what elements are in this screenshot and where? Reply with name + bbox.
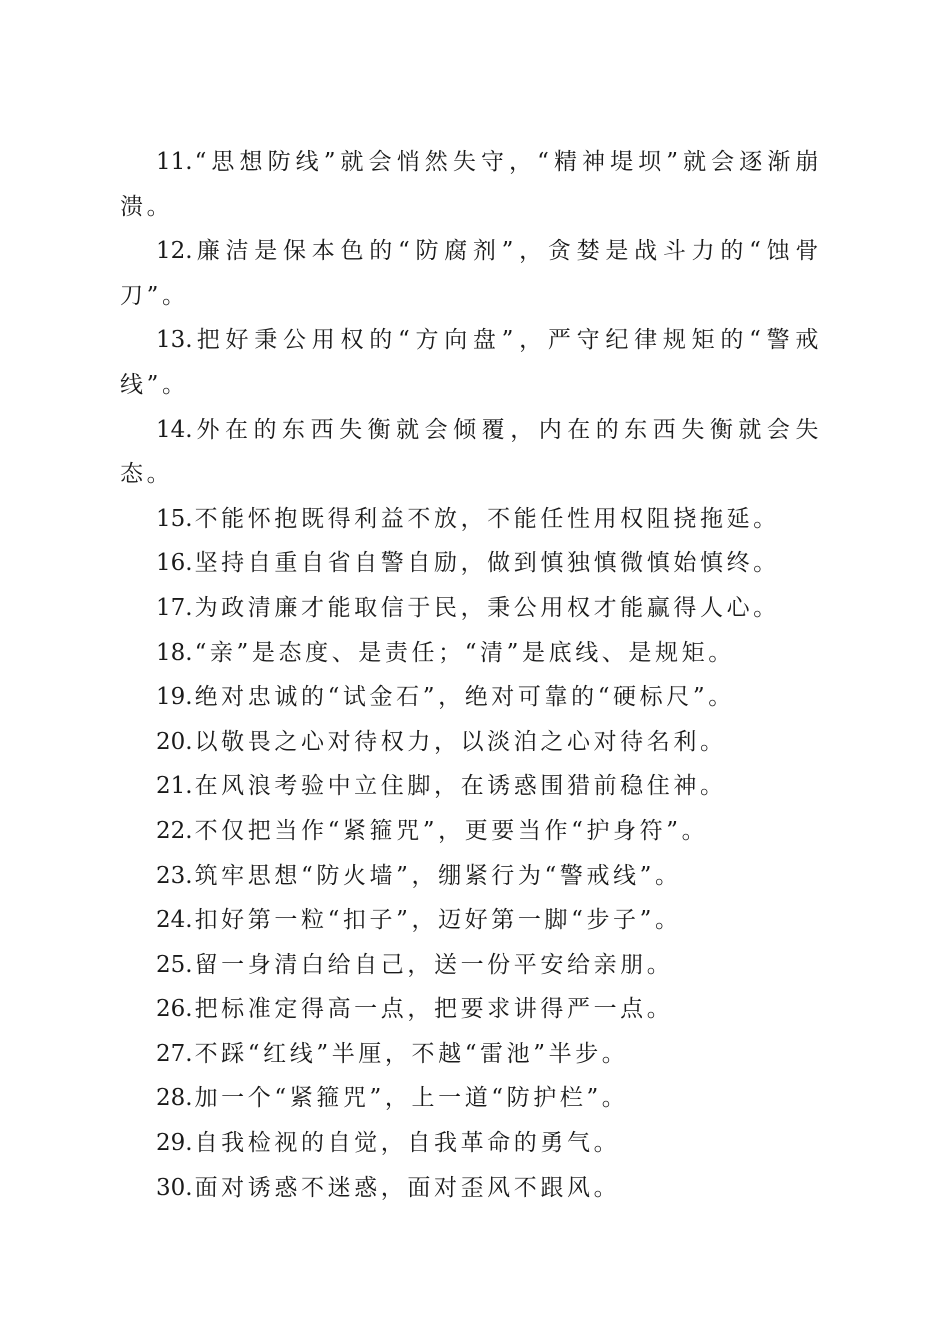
list-item <box>120 318 822 407</box>
item-text: 把标准定得高一点，把要求讲得严一点。 <box>194 996 674 1023</box>
list-item <box>120 1121 822 1166</box>
item-number: 13. <box>156 327 193 354</box>
item-text: 坚持自重自省自警自励，做到慎独慎微慎始慎终。 <box>194 550 780 577</box>
list-item <box>120 586 822 631</box>
item-text: 为政清廉才能取信于民，秉公用权才能赢得人心。 <box>194 594 780 621</box>
item-number: 29. <box>156 1130 193 1157</box>
list-item <box>120 898 822 943</box>
item-text: 廉洁是保本色的“防腐剂”，贪婪是战斗力的“蚀骨刀”。 <box>120 238 822 309</box>
item-text: 留一身清白给自己，送一份平安给亲朋。 <box>194 951 674 978</box>
list-item <box>120 809 822 854</box>
item-number: 27. <box>156 1040 193 1067</box>
item-text: 筑牢思想“防火墙”，绷紧行为“警戒线”。 <box>194 862 682 889</box>
item-text: 面对诱惑不迷惑，面对歪风不跟风。 <box>194 1174 621 1201</box>
item-text: “思想防线”就会悄然失守，“精神堤坝”就会逐渐崩溃。 <box>120 149 822 220</box>
item-number: 25. <box>156 951 193 978</box>
list-item <box>120 943 822 988</box>
list-item <box>120 541 822 586</box>
item-text: 把好秉公用权的“方向盘”，严守纪律规矩的“警戒线”。 <box>120 327 822 398</box>
item-number: 12. <box>156 238 193 265</box>
list-item <box>120 764 822 809</box>
list-item <box>120 408 822 497</box>
list-item <box>120 229 822 318</box>
list-item <box>120 987 822 1032</box>
list-item <box>120 140 822 229</box>
list-item <box>120 1032 822 1077</box>
item-number: 30. <box>156 1174 193 1201</box>
item-number: 17. <box>156 594 193 621</box>
item-number: 19. <box>156 684 193 711</box>
list-item <box>120 631 822 676</box>
item-number: 20. <box>156 728 193 755</box>
item-number: 18. <box>156 639 193 666</box>
item-number: 15. <box>156 505 193 532</box>
list-item <box>120 854 822 899</box>
item-number: 23. <box>156 862 193 889</box>
list-item <box>120 1166 822 1211</box>
list-item <box>120 1076 822 1121</box>
item-number: 28. <box>156 1085 193 1112</box>
item-text: 不踩“红线”半厘，不越“雷池”半步。 <box>194 1040 629 1067</box>
item-text: 以敬畏之心对待权力，以淡泊之心对待名利。 <box>194 728 727 755</box>
item-text: 自我检视的自觉，自我革命的勇气。 <box>194 1130 621 1157</box>
item-text: 不能怀抱既得利益不放，不能任性用权阻挠拖延。 <box>194 505 780 532</box>
list-item <box>120 720 822 765</box>
item-number: 24. <box>156 907 193 934</box>
item-number: 21. <box>156 773 193 800</box>
list-item <box>120 675 822 720</box>
item-text: 扣好第一粒“扣子”，迈好第一脚“步子”。 <box>194 907 682 934</box>
item-text: 绝对忠诚的“试金石”，绝对可靠的“硬标尺”。 <box>194 684 735 711</box>
item-number: 22. <box>156 817 193 844</box>
item-number: 11. <box>156 149 193 175</box>
item-text: 加一个“紧箍咒”，上一道“防护栏”。 <box>194 1085 629 1112</box>
item-number: 26. <box>156 996 193 1023</box>
item-number: 16. <box>156 550 193 577</box>
item-number: 14. <box>156 416 193 443</box>
item-text: 外在的东西失衡就会倾覆，内在的东西失衡就会失态。 <box>120 416 822 488</box>
item-text: 不仅把当作“紧箍咒”，更要当作“护身符”。 <box>194 817 709 844</box>
item-text: 在风浪考验中立住脚，在诱惑围猎前稳住神。 <box>194 773 727 800</box>
list-item <box>120 497 822 542</box>
item-text: “亲”是态度、是责任；“清”是底线、是规矩。 <box>194 639 735 666</box>
